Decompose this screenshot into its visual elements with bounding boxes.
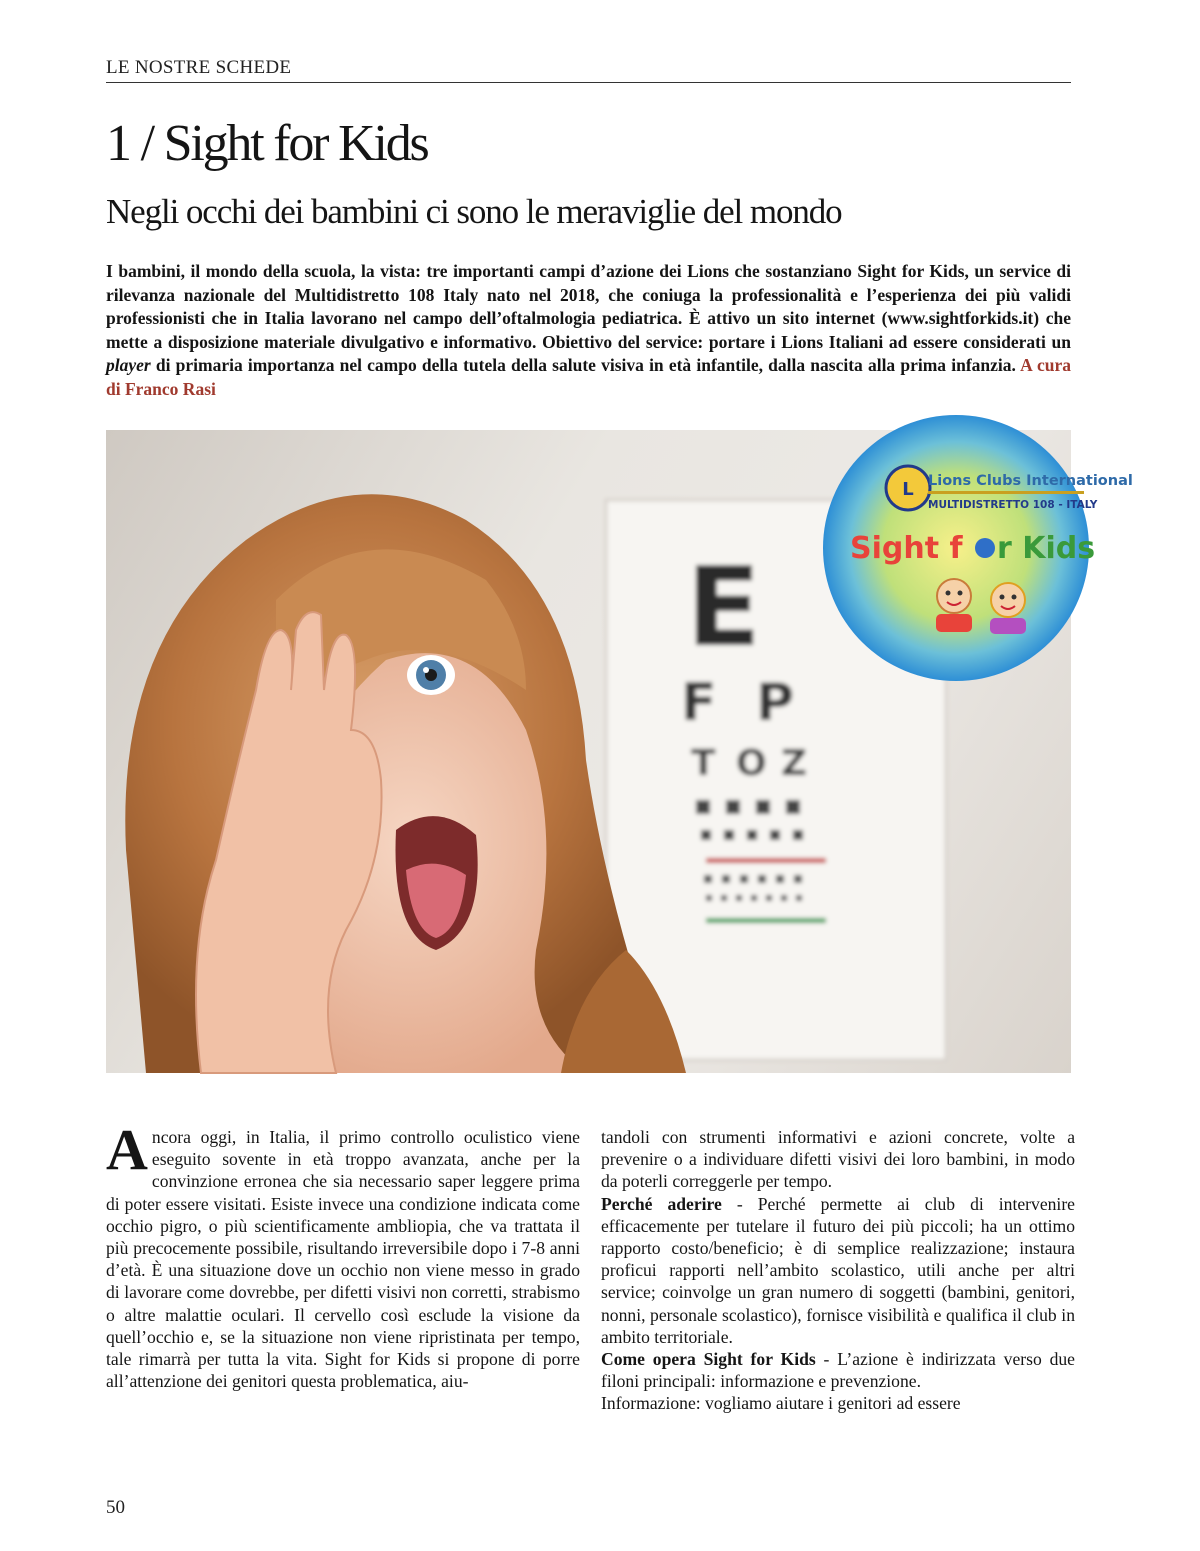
section-heading-why-join: Perché aderire (601, 1193, 722, 1214)
lead-text: I bambini, il mondo della scuola, la vista: tre importanti campi d’azione dei Lions che sostanziano Sight for Kids, un service di rilevanza nazionale del Multidistretto 108 Italy nato nel 2018, che coniuga la professionalità e l’esperienza dei più validi professionisti che in Italia lavorano nel campo dell’oftalmologia pediatrica. È attivo un sito internet (www.sightforkids.it) che mette a disposizione materiale divulgativo e informativo. Obiettivo del service: portare i Lions Italiani ad essere considerati un (106, 261, 1071, 352)
article-subtitle: Negli occhi dei bambini ci sono le meraviglie del mondo (106, 192, 842, 231)
header-divider (106, 82, 1071, 83)
logo-brand-part1: Sight f (850, 531, 963, 566)
article-lead (106, 260, 1071, 401)
chart-letter-z: Z (781, 743, 808, 784)
chart-letter-f: F (681, 673, 717, 733)
page-number: 50 (106, 1497, 125, 1518)
body-paragraph: Informazione: vogliamo aiutare i genitori ad essere (601, 1393, 961, 1414)
logo-brand-part2: r Kids (997, 531, 1096, 566)
lead-italic-term: player (106, 355, 151, 375)
svg-text:L: L (902, 479, 914, 500)
body-paragraph-section (601, 1348, 1075, 1392)
body-paragraph: ncora oggi, in Italia, il primo controllo oculistico viene eseguito sovente in età troppo avanzata, anche per la convinzione erronea che sia necessario saper leggere prima di poter essere visitati. Esiste invece una condizione indicata come occhio pigro, o più scientificamente ambliopia, che va trattata il più precocemente possibile, risultando irreversibile dopo i 7-8 anni d’età. È una situazione dove un occhio non viene messo in grado di lavorare come dovrebbe, per difetti visivi non corretti, strabismo o altre malattie oculari. Il cervello così esclude la visione da quell’occhio e, se la situazione non viene ripristinata per tempo, tale rimarrà per tutta la vita. Sight for Kids si propone di porre all’attenzione dei genitori questa problematica, aiu- (106, 1127, 580, 1392)
logo-org-name: Lions Clubs International (928, 473, 1133, 489)
lead-text-continued: di primaria importanza nel campo della tutela della salute visiva in età infantile, dalla nascita alla prima infanzia. (155, 355, 1016, 375)
chart-letter-p: P (756, 673, 795, 733)
chart-letter-t: T (691, 743, 716, 784)
section-heading-how-it-works: Come opera Sight for Kids (601, 1349, 816, 1370)
author-credit: A cura di Franco Rasi (106, 355, 1071, 399)
article-title: 1 / Sight for Kids (106, 115, 428, 172)
logo-district: MULTIDISTRETTO 108 - ITALY (928, 499, 1098, 511)
body-paragraph: tandoli con strumenti informativi e azioni concrete, volte a prevenire o a individuare difetti visivi dei loro bambini, in modo da poterli correggerle per tempo. (601, 1127, 1075, 1192)
body-paragraph: - Perché permette ai club di intervenire efficacemente per tutelare il futuro dei più piccoli; ha un ottimo rapporto costo/beneficio; è di semplice realizzazione; instaura proficui rapporti nell’ambito scolastico, utili anche per altri service; coinvolge un gran numero di soggetti (bambini, genitori, nonni, personale scolastico), fornisce visibilità e qualifica il club in ambito territoriale. (601, 1193, 1075, 1347)
child-figure (125, 494, 686, 1073)
body-column-left (106, 1117, 580, 1392)
article-photo (106, 430, 1133, 1073)
chart-letter-e: E (686, 543, 762, 671)
body-paragraph-section (601, 1193, 1075, 1348)
section-label: LE NOSTRE SCHEDE (106, 57, 292, 78)
body-column-right (601, 1126, 1075, 1415)
globe-icon (975, 538, 995, 558)
chart-letter-o: O (736, 743, 767, 784)
drop-cap: A (106, 1117, 148, 1182)
body-paragraph: - L’azione è indirizzata verso due filoni principali: informazione e prevenzione. (601, 1349, 1075, 1392)
sight-for-kids-logo (823, 415, 1133, 681)
